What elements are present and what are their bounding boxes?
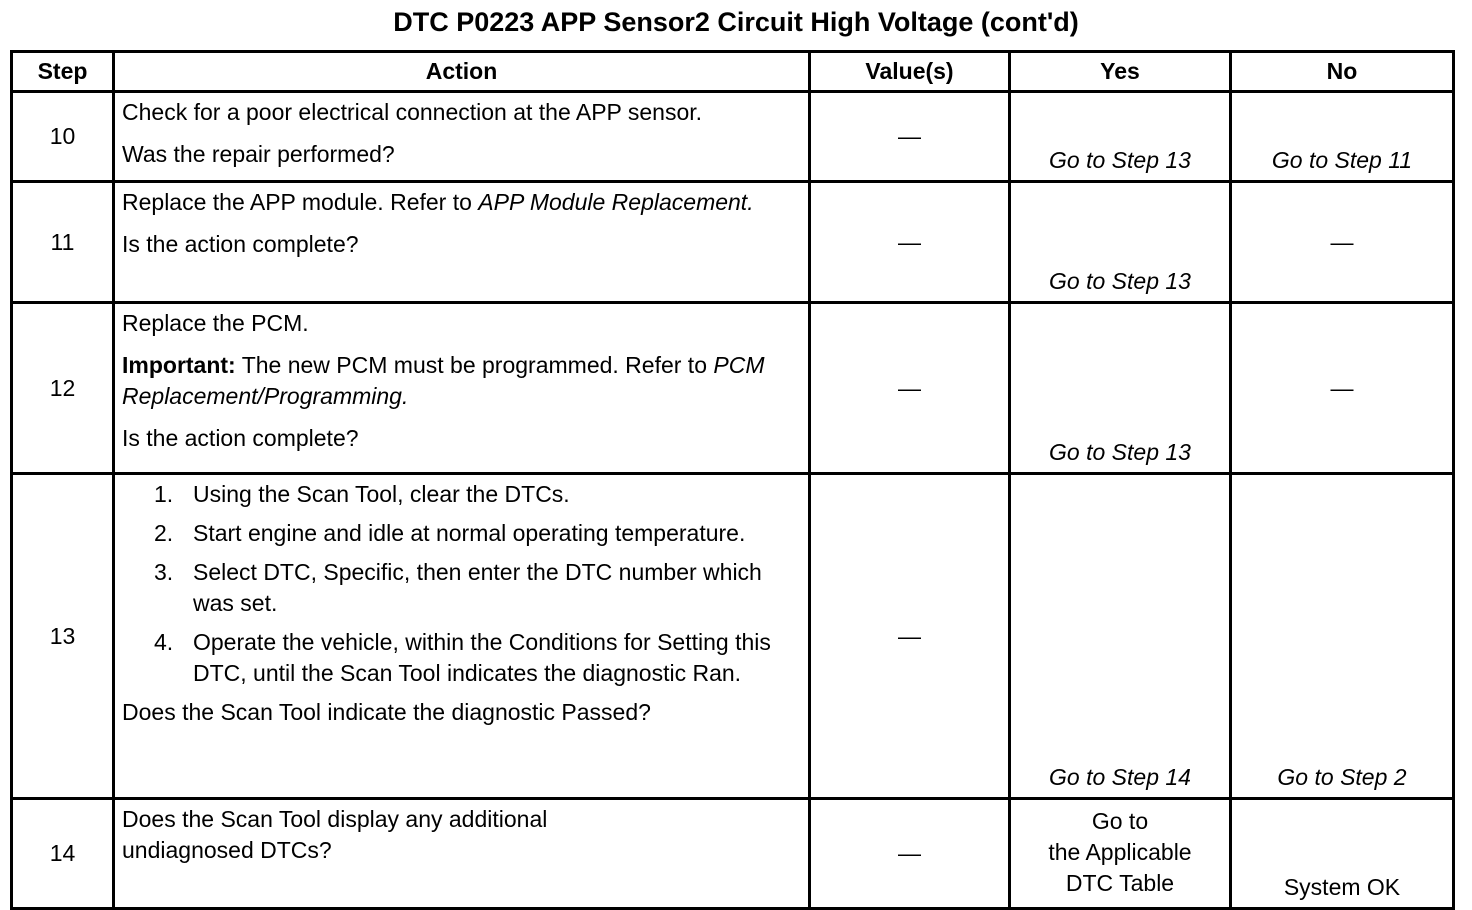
important-label: Important: (122, 352, 236, 378)
list-item (122, 627, 802, 689)
action-cell (114, 303, 810, 474)
system-ok-result: System OK (1283, 874, 1401, 900)
list-item (122, 479, 802, 510)
action-question: Was the repair performed? (122, 141, 395, 167)
yes-link[interactable]: Go to Step 14 (1049, 764, 1191, 790)
page-title: DTC P0223 APP Sensor2 Circuit High Voltage (cont'd) (393, 7, 1079, 37)
yes-link[interactable]: Go to Step 13 (1049, 147, 1191, 173)
header-yes: Yes (1010, 52, 1231, 92)
list-item-text: Using the Scan Tool, clear the DTCs. (193, 481, 570, 507)
yes-link[interactable] (1011, 806, 1229, 899)
list-item-text: Select DTC, Specific, then enter the DTC number which was set. (193, 559, 762, 616)
action-cell (114, 474, 810, 799)
value-cell: — (810, 92, 1010, 182)
yes-cell (1010, 182, 1231, 303)
action-text: Replace the PCM. (122, 310, 309, 336)
no-cell: — (1231, 182, 1454, 303)
yes-link-line: DTC Table (1065, 870, 1175, 896)
procedure-list (122, 479, 802, 689)
list-item-number: 3. (154, 559, 174, 585)
action-reference: PCM Replacement/Programming. (122, 352, 765, 409)
yes-cell (1010, 303, 1231, 474)
step-number: 14 (12, 799, 114, 909)
yes-cell (1010, 474, 1231, 799)
header-no: No (1231, 52, 1454, 92)
yes-cell (1010, 799, 1231, 909)
header-action: Action (114, 52, 810, 92)
value-cell: — (810, 474, 1010, 799)
action-text (122, 187, 802, 218)
important-note (122, 350, 802, 412)
action-cell (114, 92, 810, 182)
table-row-step-14 (12, 799, 1454, 909)
value-cell: — (810, 799, 1010, 909)
no-link[interactable]: Go to Step 11 (1271, 147, 1413, 173)
action-reference: APP Module Replacement. (478, 189, 754, 215)
action-text: Check for a poor electrical connection at the APP sensor. (122, 99, 703, 125)
no-cell: — (1231, 303, 1454, 474)
list-item (122, 557, 802, 619)
no-cell (1231, 799, 1454, 909)
action-question: Does the Scan Tool indicate the diagnostic Passed? (122, 699, 651, 725)
action-question: Is the action complete? (122, 231, 359, 257)
table-row-step-11 (12, 182, 1454, 303)
action-instruction: Replace the APP module. Refer to (122, 189, 472, 215)
action-question: Does the Scan Tool display any additional undiagnosed DTCs? (122, 806, 548, 863)
yes-link-line: the Applicable (1048, 839, 1192, 865)
step-number: 10 (12, 92, 114, 182)
header-step: Step (12, 52, 114, 92)
step-number: 13 (12, 474, 114, 799)
action-cell (114, 799, 810, 909)
table-row-step-12 (12, 303, 1454, 474)
list-item-text: Start engine and idle at normal operating temperature. (193, 520, 746, 546)
value-cell: — (810, 303, 1010, 474)
table-row-step-13 (12, 474, 1454, 799)
yes-link[interactable]: Go to Step 13 (1049, 439, 1191, 465)
table-row-step-10 (12, 92, 1454, 182)
yes-cell (1010, 92, 1231, 182)
table-header-row (12, 52, 1454, 92)
list-item-number: 4. (154, 629, 174, 655)
action-cell (114, 182, 810, 303)
step-number: 12 (12, 303, 114, 474)
yes-link[interactable]: Go to Step 13 (1049, 268, 1191, 294)
list-item-number: 1. (154, 481, 174, 507)
value-cell: — (810, 182, 1010, 303)
important-text: The new PCM must be programmed. Refer to (241, 352, 707, 378)
list-item-number: 2. (154, 520, 174, 546)
dtc-table (10, 50, 1455, 910)
action-question: Is the action complete? (122, 425, 359, 451)
yes-link-line: Go to (1091, 808, 1149, 834)
header-value: Value(s) (810, 52, 1010, 92)
no-link[interactable]: Go to Step 2 (1277, 764, 1407, 790)
list-item (122, 518, 802, 549)
no-cell (1231, 92, 1454, 182)
step-number: 11 (12, 182, 114, 303)
no-cell (1231, 474, 1454, 799)
list-item-text: Operate the vehicle, within the Conditions for Setting this DTC, until the Scan Tool indicates the diagnostic Ran. (193, 629, 771, 686)
